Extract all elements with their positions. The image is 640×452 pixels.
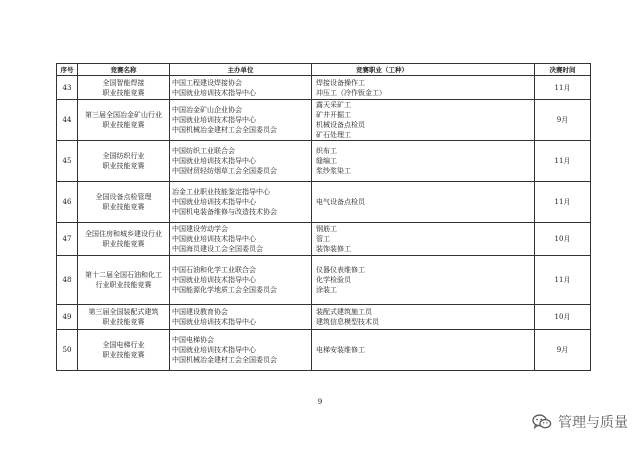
table-row xyxy=(57,76,591,100)
job-line: 焊接设备操作工 xyxy=(316,78,365,87)
cell-month: 11月 xyxy=(535,76,591,100)
name-line: 职业技能竞赛 xyxy=(102,318,145,326)
org-line: 中国就业培训技术指导中心 xyxy=(172,346,256,354)
job-line: 涂装工 xyxy=(316,286,337,294)
page-number: 9 xyxy=(317,398,323,406)
name-line: 职业技能竞赛 xyxy=(102,240,145,248)
cell-name xyxy=(78,100,170,141)
org-line: 中国就业培训技术指导中心 xyxy=(172,157,256,165)
watermark-text: 管理与质量 xyxy=(558,415,628,431)
cell-org xyxy=(170,76,312,100)
header-month: 决赛时间 xyxy=(535,64,591,76)
table-row xyxy=(57,223,591,256)
header-org: 主办单位 xyxy=(170,64,312,76)
org-line: 中国就业培训技术指导中心 xyxy=(172,318,256,326)
cell-org xyxy=(170,256,312,305)
table-body xyxy=(57,76,591,371)
org-line: 中国冶金矿山企业协会 xyxy=(172,106,242,114)
org-line: 中国海员建设工会全国委员会 xyxy=(172,245,263,253)
cell-no: 50 xyxy=(57,330,78,371)
cell-month: 11月 xyxy=(535,256,591,305)
table-row xyxy=(57,182,591,223)
org-line: 中国建设教育协会 xyxy=(172,308,228,316)
job-line: 电气设备点检员 xyxy=(316,198,365,206)
cell-no: 44 xyxy=(57,100,78,141)
cell-month: 9月 xyxy=(535,100,591,141)
job-line: 冲压工（冷作钣金工） xyxy=(316,88,386,97)
org-line: 中国能源化学地质工会全国委员会 xyxy=(172,286,277,294)
cell-org xyxy=(170,330,312,371)
cell-month: 11月 xyxy=(535,141,591,182)
cell-org xyxy=(170,182,312,223)
table-row xyxy=(57,305,591,330)
org-line: 冶金工业职业技能鉴定指导中心 xyxy=(172,188,270,196)
table-row xyxy=(57,141,591,182)
org-line: 中国就业培训技术指导中心 xyxy=(172,276,256,284)
job-line: 装饰装修工 xyxy=(316,245,351,253)
cell-org xyxy=(170,141,312,182)
org-line: 中国机电装备维修与改造技术协会 xyxy=(172,208,277,216)
table-row xyxy=(57,100,591,141)
name-line: 职业技能竞赛 xyxy=(102,88,145,97)
job-line: 露天采矿工 xyxy=(316,101,351,109)
job-line: 浆纱浆染工 xyxy=(316,167,351,175)
cell-job xyxy=(312,256,535,305)
competition-table xyxy=(56,63,591,371)
table-header-row xyxy=(57,64,591,76)
name-line: 职业技能竞赛 xyxy=(102,203,145,211)
job-line: 化学检验员 xyxy=(316,276,351,284)
org-line: 中国纺织工业联合会 xyxy=(172,147,235,155)
cell-job xyxy=(312,330,535,371)
job-line: 矿石处理工 xyxy=(316,131,351,139)
cell-name xyxy=(78,305,170,330)
job-line: 建筑信息模型技术员 xyxy=(316,318,379,326)
cell-job xyxy=(312,76,535,100)
job-line: 矿井开掘工 xyxy=(316,111,351,119)
job-line: 缝编工 xyxy=(316,157,337,165)
cell-job xyxy=(312,182,535,223)
name-line: 第三届全国冶金矿山行业 xyxy=(85,111,162,119)
name-line: 职业技能竞赛 xyxy=(102,351,145,359)
org-line: 中国就业培训技术指导中心 xyxy=(172,235,256,243)
org-line: 中国机械冶金建材工会全国委员会 xyxy=(172,356,277,364)
job-line: 仪器仪表维修工 xyxy=(316,266,365,274)
cell-month: 10月 xyxy=(535,223,591,256)
name-line: 职业技能竞赛 xyxy=(102,162,145,170)
name-line: 全国住房和城乡建设行业 xyxy=(85,230,162,238)
job-line: 管工 xyxy=(316,235,330,243)
org-line: 中国石油和化学工业联合会 xyxy=(172,266,256,274)
name-line: 第十二届全国石油和化工 xyxy=(85,271,162,279)
wechat-icon xyxy=(532,413,552,431)
name-line: 职业技能竞赛 xyxy=(102,121,145,129)
table-row xyxy=(57,256,591,305)
cell-job xyxy=(312,305,535,330)
job-line: 钢筋工 xyxy=(316,225,337,233)
watermark xyxy=(532,412,628,432)
table-row xyxy=(57,330,591,371)
header-name: 竞赛名称 xyxy=(78,64,170,76)
org-line: 中国就业培训技术指导中心 xyxy=(172,88,256,97)
name-line: 行业职业技能竞赛 xyxy=(95,281,152,289)
name-line: 全国电梯行业 xyxy=(102,341,145,349)
header-job: 竞赛职业（工种） xyxy=(312,64,535,76)
cell-org xyxy=(170,100,312,141)
cell-no: 47 xyxy=(57,223,78,256)
name-line: 全国设备点检管理 xyxy=(95,193,152,201)
org-line: 中国就业培训技术指导中心 xyxy=(172,116,256,124)
cell-month: 10月 xyxy=(535,305,591,330)
name-line: 全国智能焊接 xyxy=(102,78,145,87)
org-line: 中国就业培训技术指导中心 xyxy=(172,198,256,206)
cell-month: 9月 xyxy=(535,330,591,371)
org-line: 中国电梯协会 xyxy=(172,336,214,344)
cell-no: 49 xyxy=(57,305,78,330)
org-line: 中国财贸轻纺烟草工会全国委员会 xyxy=(172,167,277,175)
org-line: 中国机械冶金建材工会全国委员会 xyxy=(172,126,277,134)
cell-job xyxy=(312,141,535,182)
job-line: 装配式建筑施工员 xyxy=(316,308,372,316)
cell-job xyxy=(312,100,535,141)
header-no: 序号 xyxy=(57,64,78,76)
cell-name xyxy=(78,223,170,256)
job-line: 电梯安装维修工 xyxy=(316,346,365,354)
cell-name xyxy=(78,141,170,182)
cell-org xyxy=(170,223,312,256)
cell-name xyxy=(78,330,170,371)
cell-name xyxy=(78,256,170,305)
cell-no: 48 xyxy=(57,256,78,305)
name-line: 全国纺织行业 xyxy=(102,152,145,160)
cell-month: 11月 xyxy=(535,182,591,223)
org-line: 中国工程建设焊接协会 xyxy=(172,78,242,87)
cell-org xyxy=(170,305,312,330)
cell-job xyxy=(312,223,535,256)
cell-name xyxy=(78,182,170,223)
cell-no: 45 xyxy=(57,141,78,182)
job-line: 织布工 xyxy=(316,147,337,155)
job-line: 机械设备点检员 xyxy=(316,121,365,129)
name-line: 第三届全国装配式建筑 xyxy=(88,308,159,316)
cell-no: 46 xyxy=(57,182,78,223)
cell-no: 43 xyxy=(57,76,78,100)
cell-name xyxy=(78,76,170,100)
org-line: 中国建设劳动学会 xyxy=(172,225,228,233)
